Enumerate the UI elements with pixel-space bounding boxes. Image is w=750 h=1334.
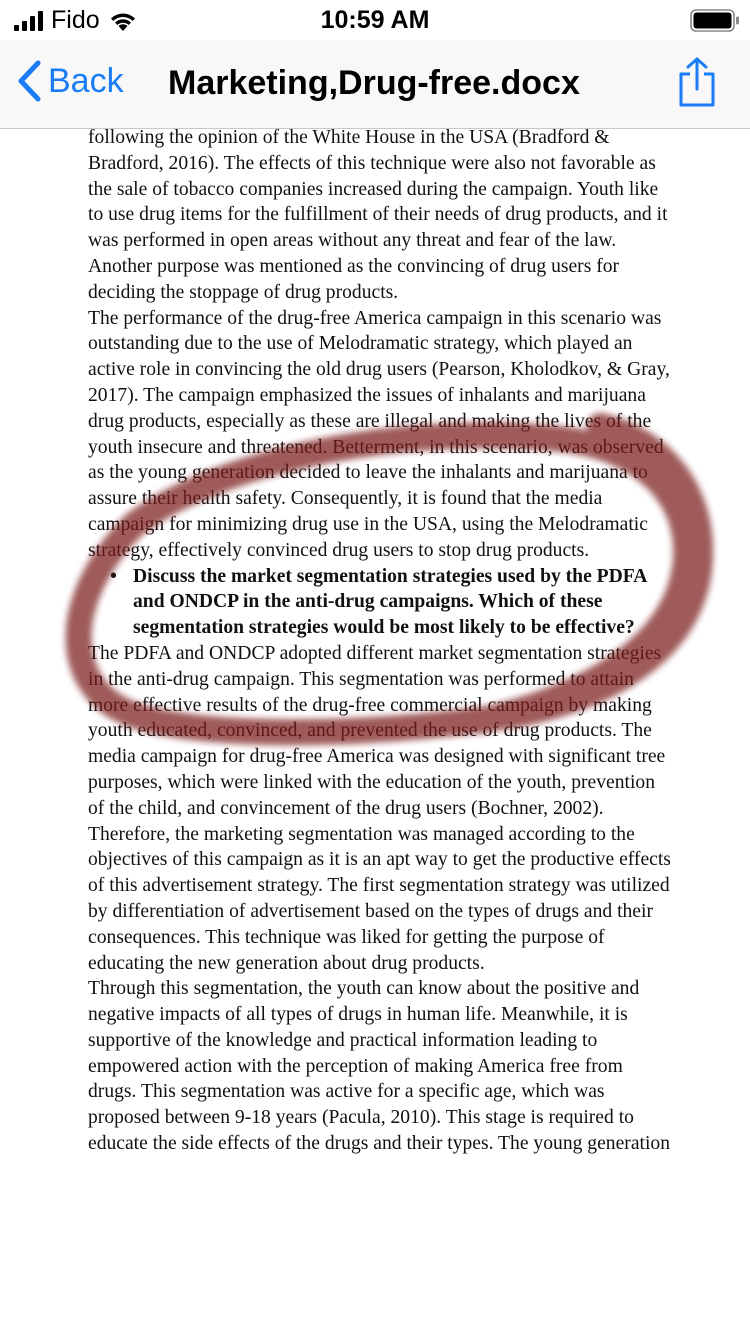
share-icon[interactable] [676, 56, 718, 108]
chevron-left-icon [16, 60, 42, 102]
status-time: 10:59 AM [320, 6, 430, 34]
paragraph-3: The PDFA and ONDCP adopted different market segmentation strategies in the anti-drug campaign. This segmentation was performed to attain more effective results of the drug-free commercial campaign by making youth educated, convinced, and prevented the use of drug products. The media campaign for drug-free America was designed with significant tree purposes, which were linked with the education of the youth, prevention of the child, and convincement of the drug users (Bochner, 2002). Therefore, the marketing segmentation was managed according to the objectives of this campaign as it is an apt way to get the productive effects of this advertisement strategy. The first segmentation strategy was utilized by differentiation of advertisement based on the types of drugs and their consequences. This technique was liked for getting the purpose of educating the new generation about drug products. [88, 642, 671, 974]
carrier-name: Fido [51, 6, 100, 34]
document-viewer[interactable] [0, 129, 750, 1334]
paragraph-2: The performance of the drug-free America campaign in this scenario was outstanding due to the use of Melodramatic strategy, which played an active role in convincing the old drug users (Pearson, Kholodkov, & Gray, 2017). The campaign emphasized the issues of inhalants and marijuana drug products, especially as these are illegal and making the lives of the youth insecure and threatened. Betterment, in this scenario, was observed as the young generation decided to leave the inhalants and marijuana to assure their health safety. Consequently, it is found that the media campaign for minimizing drug use in the USA, using the Melodramatic strategy, effectively convinced drug users to stop drug products. [88, 307, 670, 561]
back-label: Back [48, 61, 124, 100]
bullet-dot: • [110, 565, 117, 587]
document-body [88, 129, 673, 1157]
paragraph-4: Through this segmentation, the youth can know about the positive and negative impacts of all types of drugs in human life. Meanwhile, it is supportive of the knowledge and practical information leading to empowered action with the perception of making America free from drugs. This segmentation was active for a specific age, which was proposed between 9-18 years (Pacula, 2010). This stage is required to educate the side effects of the drugs and their types. The young generation [88, 978, 670, 1155]
battery-icon [690, 9, 740, 32]
paragraph-1: following the opinion of the White House in the USA (Bradford & Bradford, 2016). The effects of this technique were also not favorable as the sale of tobacco companies increased during the campaign. Youth like to use drug items for the fulfillment of their needs of drug products, and it was performed in open areas without any threat and fear of the law. Another purpose was mentioned as the convincing of drug users for deciding the stoppage of drug products. [88, 129, 668, 303]
bullet-question-text: Discuss the market segmentation strategies used by the PDFA and ONDCP in the anti-drug campaigns. Which of these segmentation strategies would be most likely to be effective? [133, 565, 647, 639]
navigation-bar [0, 40, 750, 129]
status-bar [0, 0, 750, 40]
document-title: Marketing,Drug-free.docx [168, 64, 580, 102]
bullet-question [88, 564, 673, 641]
back-button[interactable] [16, 60, 124, 102]
